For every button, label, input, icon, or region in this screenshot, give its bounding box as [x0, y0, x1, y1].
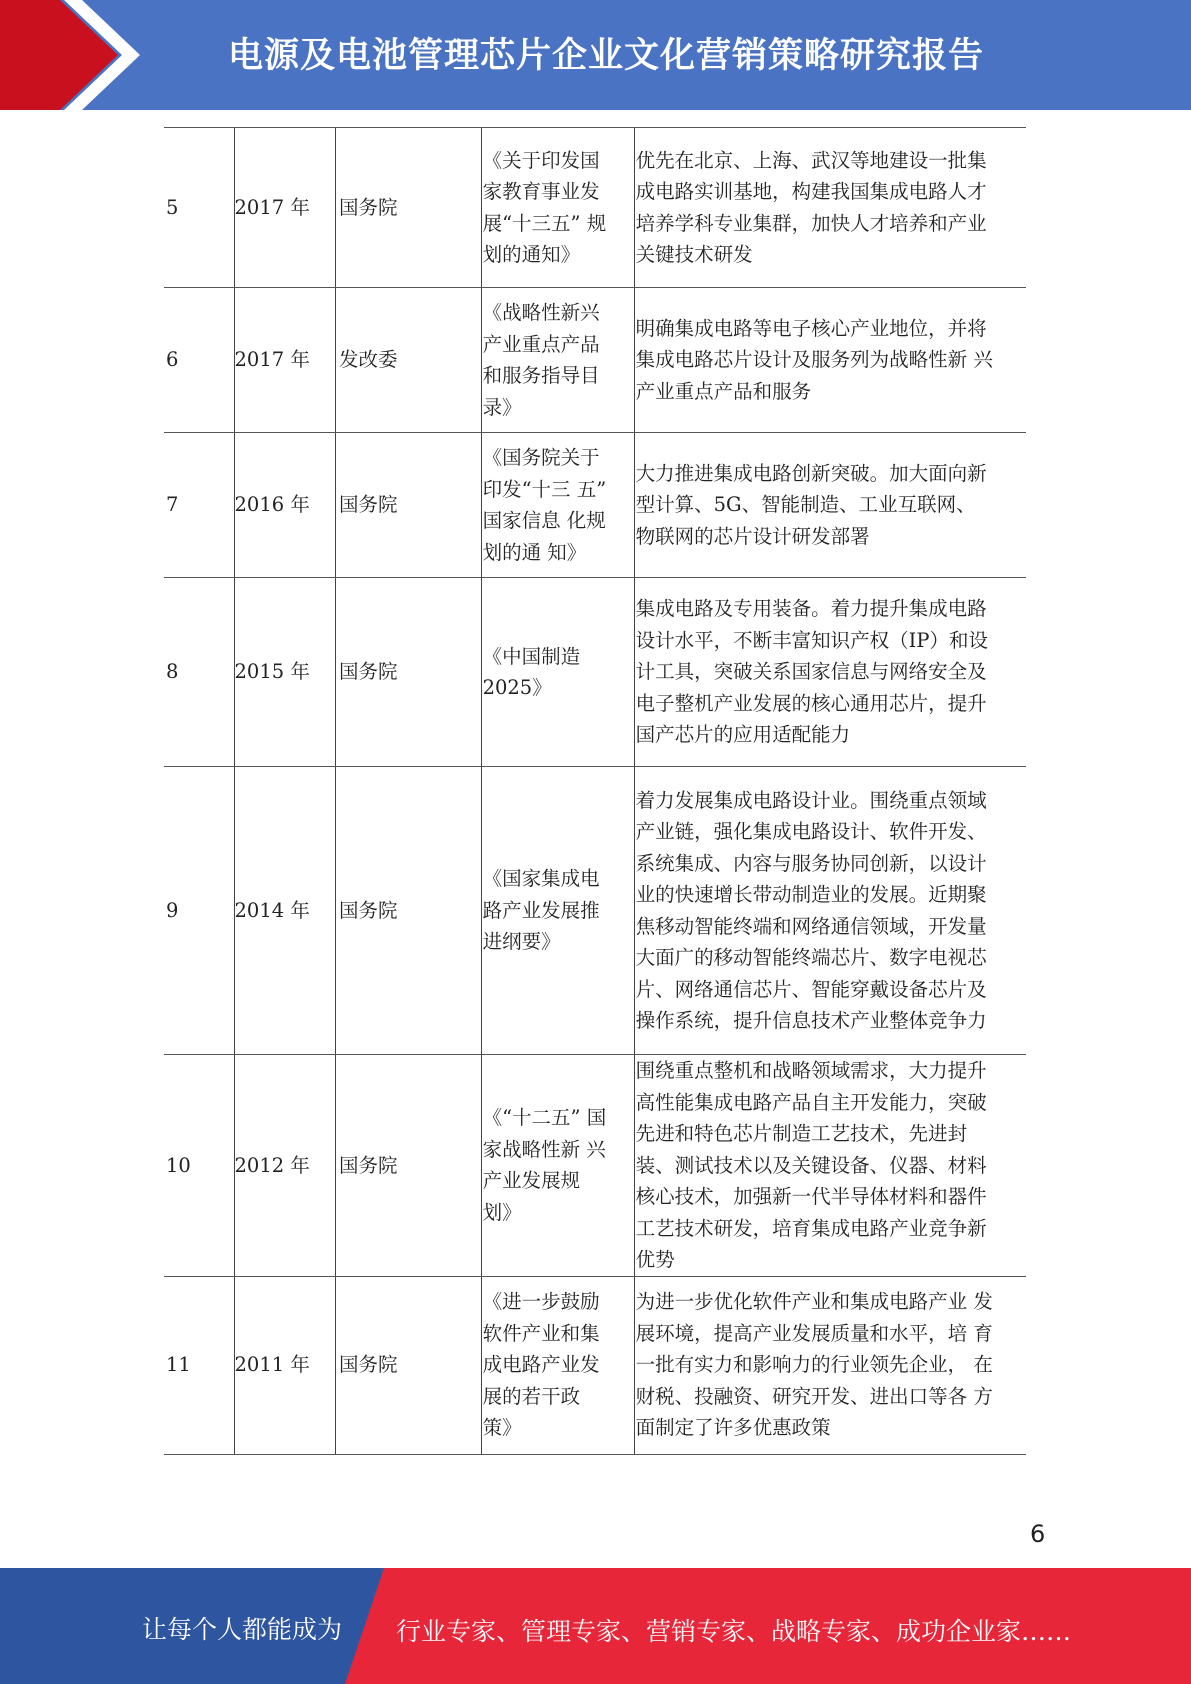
- document-title-line: 展的若干政: [482, 1384, 581, 1408]
- policy-table: [164, 127, 1026, 1455]
- description-line: 操作系统，提升信息技术产业整体竞争力: [635, 1009, 987, 1032]
- page-footer: [0, 1568, 1191, 1684]
- row-year: 2012 年: [234, 1055, 335, 1277]
- document-title-line: 《国家集成电: [482, 867, 600, 891]
- description-line: 优先在北京、上海、武汉等地建设一批集: [635, 148, 987, 172]
- description-line: 成电路实训基地，构建我国集成电路人才: [635, 180, 987, 203]
- row-year: 2011 年: [234, 1276, 335, 1454]
- table-row: [164, 288, 1026, 433]
- description-line: 国产芯片的应用适配能力: [635, 723, 851, 747]
- footer-slogan-left: 让每个人都能成为: [142, 1615, 343, 1644]
- description-line: 产业重点产品和服务: [635, 379, 812, 403]
- description-line: 优势: [635, 1248, 675, 1271]
- description-line: 高性能集成电路产品自主开发能力，突破: [635, 1090, 987, 1114]
- footer-slogan-right: 行业专家、管理专家、营销专家、战略专家、成功企业家……: [396, 1617, 1072, 1646]
- document-title-line: 软件产业和集: [482, 1321, 600, 1345]
- document-title-line: 产业重点产品: [482, 332, 600, 356]
- document-title-line: 家战略性新 兴: [482, 1137, 606, 1161]
- description-line: 业的快速增长带动制造业的发展。近期聚: [635, 883, 987, 906]
- row-number: 9: [164, 767, 234, 1055]
- description-line: 一批有实力和影响力的行业领先企业， 在: [635, 1353, 993, 1377]
- document-title-line: 产业发展规: [482, 1169, 581, 1193]
- document-title-line: 《“十二五” 国: [482, 1106, 607, 1130]
- row-number: 5: [164, 128, 234, 288]
- document-title-line: 策》: [482, 1416, 522, 1440]
- row-department: 国务院: [335, 767, 481, 1055]
- description-line: 设计水平，不断丰富知识产权（IP）和设: [635, 628, 988, 652]
- description-line: 先进和特色芯片制造工艺技术，先进封: [635, 1122, 968, 1145]
- description-line: 大面广的移动智能终端芯片、数字电视芯: [635, 946, 987, 969]
- description-line: 片、网络通信芯片、智能穿戴设备芯片及: [635, 977, 987, 1001]
- document-title-line: 印发“十三 五”: [482, 477, 607, 501]
- description-line: 装、测试技术以及关键设备、仪器、材料: [635, 1153, 987, 1177]
- row-description: [634, 1276, 1026, 1454]
- description-line: 为进一步优化软件产业和集成电路产业 发: [635, 1290, 993, 1314]
- row-year: 2014 年: [234, 767, 335, 1055]
- description-line: 产业链，强化集成电路设计、软件开发、: [635, 820, 987, 843]
- description-line: 物联网的芯片设计研发部署: [635, 524, 870, 548]
- row-number: 8: [164, 578, 234, 767]
- page-header: [0, 0, 1191, 110]
- row-year: 2017 年: [234, 128, 335, 288]
- description-line: 焦移动智能终端和网络通信领域，开发量: [635, 914, 987, 938]
- row-document-title: [481, 1055, 634, 1277]
- document-title-line: 国家信息 化规: [482, 509, 606, 532]
- table-row: [164, 1276, 1026, 1454]
- row-department: 国务院: [335, 128, 481, 288]
- row-number: 6: [164, 288, 234, 433]
- description-line: 着力发展集成电路设计业。围绕重点领域: [635, 788, 987, 812]
- row-document-title: [481, 1276, 634, 1454]
- table-row: [164, 1055, 1026, 1277]
- document-title-line: 《进一步鼓励: [482, 1290, 600, 1314]
- description-line: 围绕重点整机和战略领域需求，大力提升: [635, 1059, 987, 1082]
- table-row: [164, 433, 1026, 578]
- description-line: 培养学科专业集群，加快人才培养和产业: [635, 211, 987, 235]
- row-department: 国务院: [335, 433, 481, 578]
- document-title-line: 划的通知》: [482, 243, 581, 266]
- row-year: 2016 年: [234, 433, 335, 578]
- page-number: 6: [1030, 1520, 1046, 1548]
- row-description: [634, 767, 1026, 1055]
- document-title-line: 《中国制造: [482, 644, 581, 668]
- row-department: 国务院: [335, 1055, 481, 1277]
- document-title-line: 《国务院关于: [482, 446, 600, 469]
- row-document-title: [481, 433, 634, 578]
- row-description: [634, 1055, 1026, 1277]
- row-document-title: [481, 128, 634, 288]
- description-line: 集成电路芯片设计及服务列为战略性新 兴: [635, 348, 993, 372]
- description-line: 电子整机产业发展的核心通用芯片，提升: [635, 691, 987, 715]
- description-line: 系统集成、内容与服务协同创新，以设计: [635, 851, 987, 875]
- table-row: [164, 578, 1026, 767]
- table-row: [164, 128, 1026, 288]
- row-description: [634, 288, 1026, 433]
- document-title-line: 《关于印发国: [482, 148, 600, 172]
- description-line: 集成电路及专用装备。着力提升集成电路: [635, 597, 987, 621]
- row-department: 发改委: [335, 288, 481, 433]
- row-year: 2015 年: [234, 578, 335, 767]
- row-department: 国务院: [335, 578, 481, 767]
- document-title-line: 家教育事业发: [482, 180, 600, 203]
- description-line: 计工具，突破关系国家信息与网络安全及: [635, 660, 987, 684]
- description-line: 财税、投融资、研究开发、进出口等各 方: [635, 1384, 993, 1408]
- description-line: 面制定了许多优惠政策: [635, 1416, 831, 1440]
- row-number: 10: [164, 1055, 234, 1277]
- header-chevron-icon: [0, 0, 160, 110]
- document-title-line: 录》: [482, 395, 522, 419]
- document-title-line: 《战略性新兴: [482, 301, 600, 324]
- report-title: 电源及电池管理芯片企业文化营销策略研究报告: [228, 36, 985, 76]
- document-title-line: 2025》: [482, 676, 552, 699]
- description-line: 关键技术研发: [635, 243, 753, 266]
- description-line: 明确集成电路等电子核心产业地位，并将: [635, 316, 987, 340]
- row-number: 11: [164, 1276, 234, 1454]
- row-description: [634, 578, 1026, 767]
- document-title-line: 展“十三五” 规: [482, 211, 607, 235]
- description-line: 大力推进集成电路创新突破。加大面向新: [635, 461, 987, 485]
- row-document-title: [481, 767, 634, 1055]
- document-title-line: 路产业发展推: [482, 898, 600, 922]
- document-title-line: 进纲要》: [482, 930, 561, 954]
- row-year: 2017 年: [234, 288, 335, 433]
- description-line: 展环境，提高产业发展质量和水平，培 育: [635, 1321, 993, 1345]
- document-title-line: 划》: [482, 1200, 522, 1224]
- document-title-line: 成电路产业发: [482, 1353, 600, 1377]
- document-title-line: 划的通 知》: [482, 540, 587, 564]
- document-title-line: 和服务指导目: [482, 364, 600, 387]
- description-line: 工艺技术研发，培育集成电路产业竞争新: [635, 1216, 987, 1240]
- table-row: [164, 767, 1026, 1055]
- row-document-title: [481, 288, 634, 433]
- row-document-title: [481, 578, 634, 767]
- row-description: [634, 128, 1026, 288]
- row-department: 国务院: [335, 1276, 481, 1454]
- row-number: 7: [164, 433, 234, 578]
- description-line: 型计算、5G、智能制造、工业互联网、: [635, 493, 976, 517]
- description-line: 核心技术，加强新一代半导体材料和器件: [635, 1185, 987, 1208]
- row-description: [634, 433, 1026, 578]
